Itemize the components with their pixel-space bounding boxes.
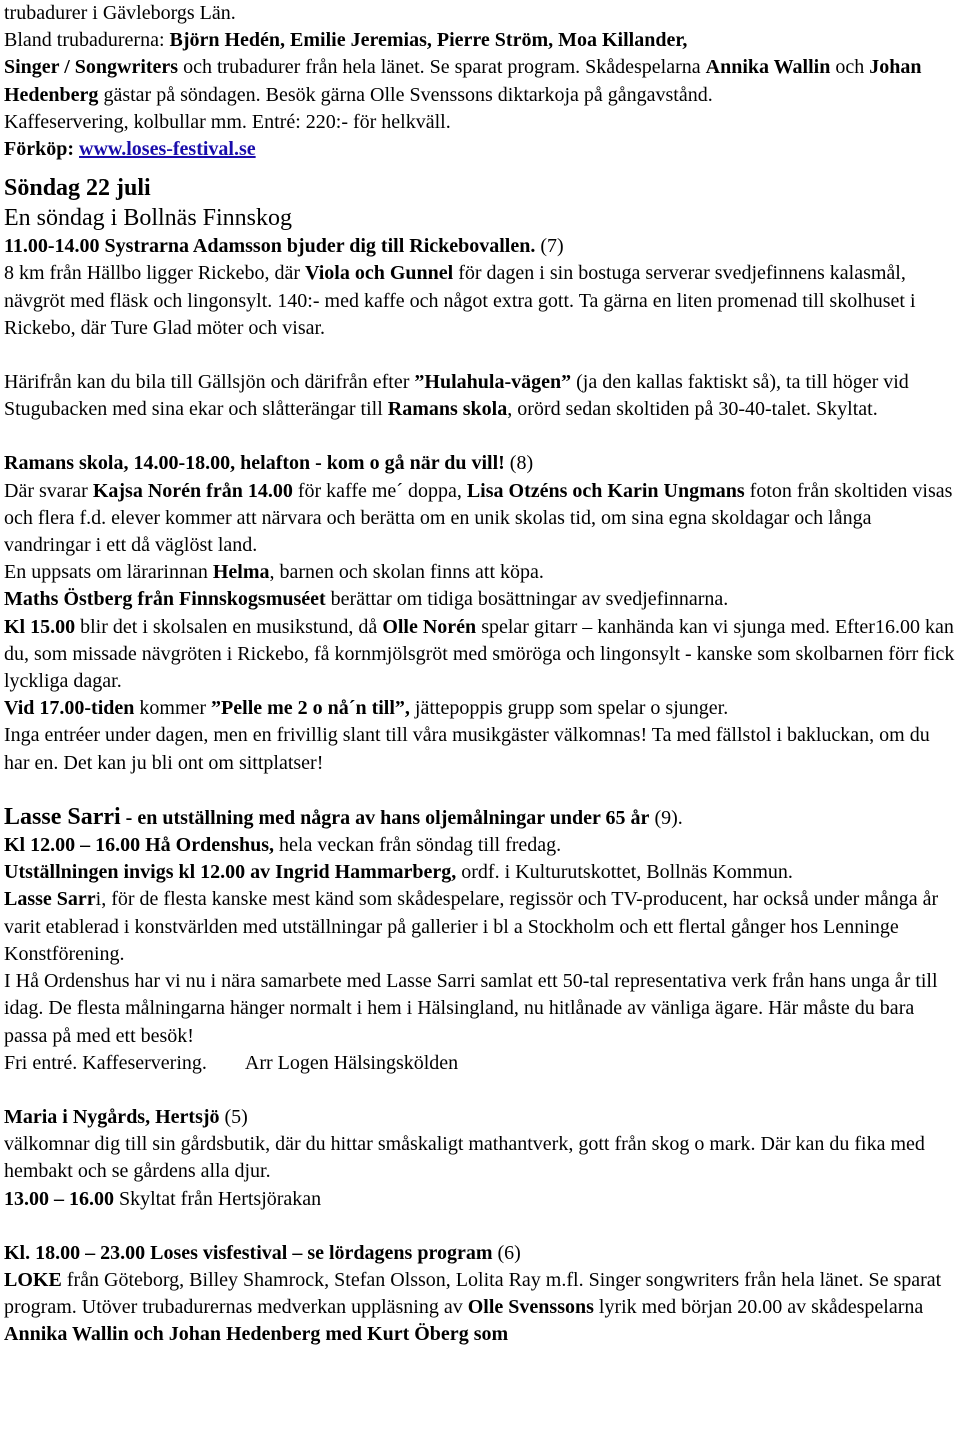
rickebo-title: 11.00-14.00 Systrarna Adamsson bjuder dig till Rickebovallen. [4, 235, 536, 258]
ramans-section: Ramans skola, 14.00-18.00, helafton - kom o gå när du vill! (8) Där svarar Kajsa Norén från 14.00 för kaffe me´ doppa, Lisa Otzéns och Karin Ungmans foton från skoltiden visas och flera f.d. elever kommer att närvara och berätta om en unik skolas tid, om sina egna skoldagar och långa vandringar i ett då väglöst land. En uppsats om lärarinnan Helma, barnen och skolan finns att köpa. Maths Östberg från Finnskogsmuséet berättar om tidiga bosättningar av svedjefinnarna. Kl 15.00 blir det i skolsalen en musikstund, då Olle Norén spelar gitarr – kanhända kan vi sjunga med. Efter16.00 kan du, som missade nävgröten i Rickebo, få kornmjölsgröt med smöröga och lingonsylt - kanske som skolbarnen förr fick lyckliga dagar. Vid 17.00-tiden kommer ”Pelle me 2 o nå´n till”, jättepoppis grupp som spelar o sjunger. Inga entréer under dagen, men en frivillig slant till våra musikgäster välkomnas! Ta med fällstol i bakluckan, om du har en. Det kan ju bli ont om sittplatser! [4, 452, 955, 774]
loses-title: Kl. 18.00 – 23.00 Loses visfestival – se lördagens program [4, 1241, 493, 1264]
actor-name: Annika Wallin [705, 56, 831, 79]
sunday-heading: Söndag 22 juli [4, 175, 151, 202]
singers-label: Singer / Songwriters [4, 56, 179, 79]
sarri-section: Lasse Sarri - en utställning med några av hans oljemålningar under 65 år (9). Kl 12.00 – 16.00 Hå Ordenshus, hela veckan från söndag till fredag. Utställningen invigs kl 12.00 av Ingrid Hammarberg, ordf. i Kulturutskottet, Bollnäs Kommun. Lasse Sarri, för de flesta kanske mest känd som skådespelare, regissör och TV-producent, har också under många år varit etablerad i konstvärlden med utställningar på gallerier i bl a Stockholm och ett flertal gånger hos Lenninge Konstförening. I Hå Ordenshus har vi nu i nära samarbete med Lasse Sarri samlat ett 50-tal representativa verk från hans unga år till idag. De flesta målningarna hänger normalt i hem i Hälsingland, nu hitlånade av vänliga ägare. Här måste du bara passa på med ett besök! Fri entré. Kaffeservering. Arr Logen Hälsingskölden [4, 803, 939, 1074]
ramans-title: Ramans skola, 14.00-18.00, helafton - kom o gå när du vill! [4, 452, 505, 475]
route-paragraph: Härifrån kan du bila till Gällsjön och därifrån efter ”Hulahula-vägen” (ja den kallas faktiskt så), ta till höger vid Stugubacken med sina ekar och slåtterängar till Ramans skola, orörd sedan skoltiden på 30-40-talet. Skyltat. [4, 371, 909, 421]
sarri-name: Lasse Sarri [4, 803, 121, 830]
sunday-subheading: En söndag i Bollnäs Finnskog [4, 205, 293, 232]
loses-section: Kl. 18.00 – 23.00 Loses visfestival – se lördagens program (6) LOKE från Göteborg, Billey Shamrock, Stefan Olsson, Lolita Ray m.fl. Singer songwriters från hela länet. Se sparat program. Utöver trubadurernas medverkan uppläsning av Olle Svenssons lyrik med början 20.00 av skådespelarna Annika Wallin och Johan Hedenberg med Kurt Öberg som [4, 1241, 942, 1346]
intro-paragraph: Bland trubadurerna: Björn Hedén, Emilie Jeremias, Pierre Ström, Moa Killander, Singer / Songwriters och trubadurer från hela länet. Se sparat program. Skådespelarna Annika Wallin och Johan Hedenberg gästar på söndagen. Besök gärna Olle Svenssons diktarkoja på gångavstånd. Kaffeservering, kolbullar mm. Entré: 220:- för helkväll. Förköp: www.loses-festival.se [4, 29, 922, 161]
presale-label: Förköp: [4, 138, 79, 161]
maria-section: Maria i Nygårds, Hertsjö (5) välkomnar dig till sin gårdsbutik, där du hittar småskaligt mathantverk, gott från skog o mark. Där kan du fika med hembakt och se gårdens alla djur. 13.00 – 16.00 Skyltat från Hertsjörakan [4, 1105, 925, 1210]
coffee-info: Kaffeservering, kolbullar mm. Entré: 220:- för helkväll. [4, 110, 451, 133]
maria-title: Maria i Nygårds, Hertsjö [4, 1105, 220, 1128]
document-page [4, 0, 956, 1349]
rickebo-section: 11.00-14.00 Systrarna Adamsson bjuder dig till Rickebovallen. (7) 8 km från Hällbo ligger Rickebo, där Viola och Gunnel för dagen i sin bostuga serverar svedjefinnens kalasmål, nävgröt med fläsk och lingonsylt. 140:- med kaffe och något extra gott. Ta gärna en liten promenad till skolhuset i Rickebo, där Ture Glad möter och visar. [4, 235, 916, 339]
presale-link[interactable]: www.loses-festival.se [79, 138, 256, 161]
troubadour-names: Björn Hedén, Emilie Jeremias, Pierre Ström, Moa Killander, [169, 29, 688, 52]
actor-name: Johan Hedenberg [4, 56, 922, 106]
intro-line: trubadurer i Gävleborgs Län. [4, 2, 236, 24]
